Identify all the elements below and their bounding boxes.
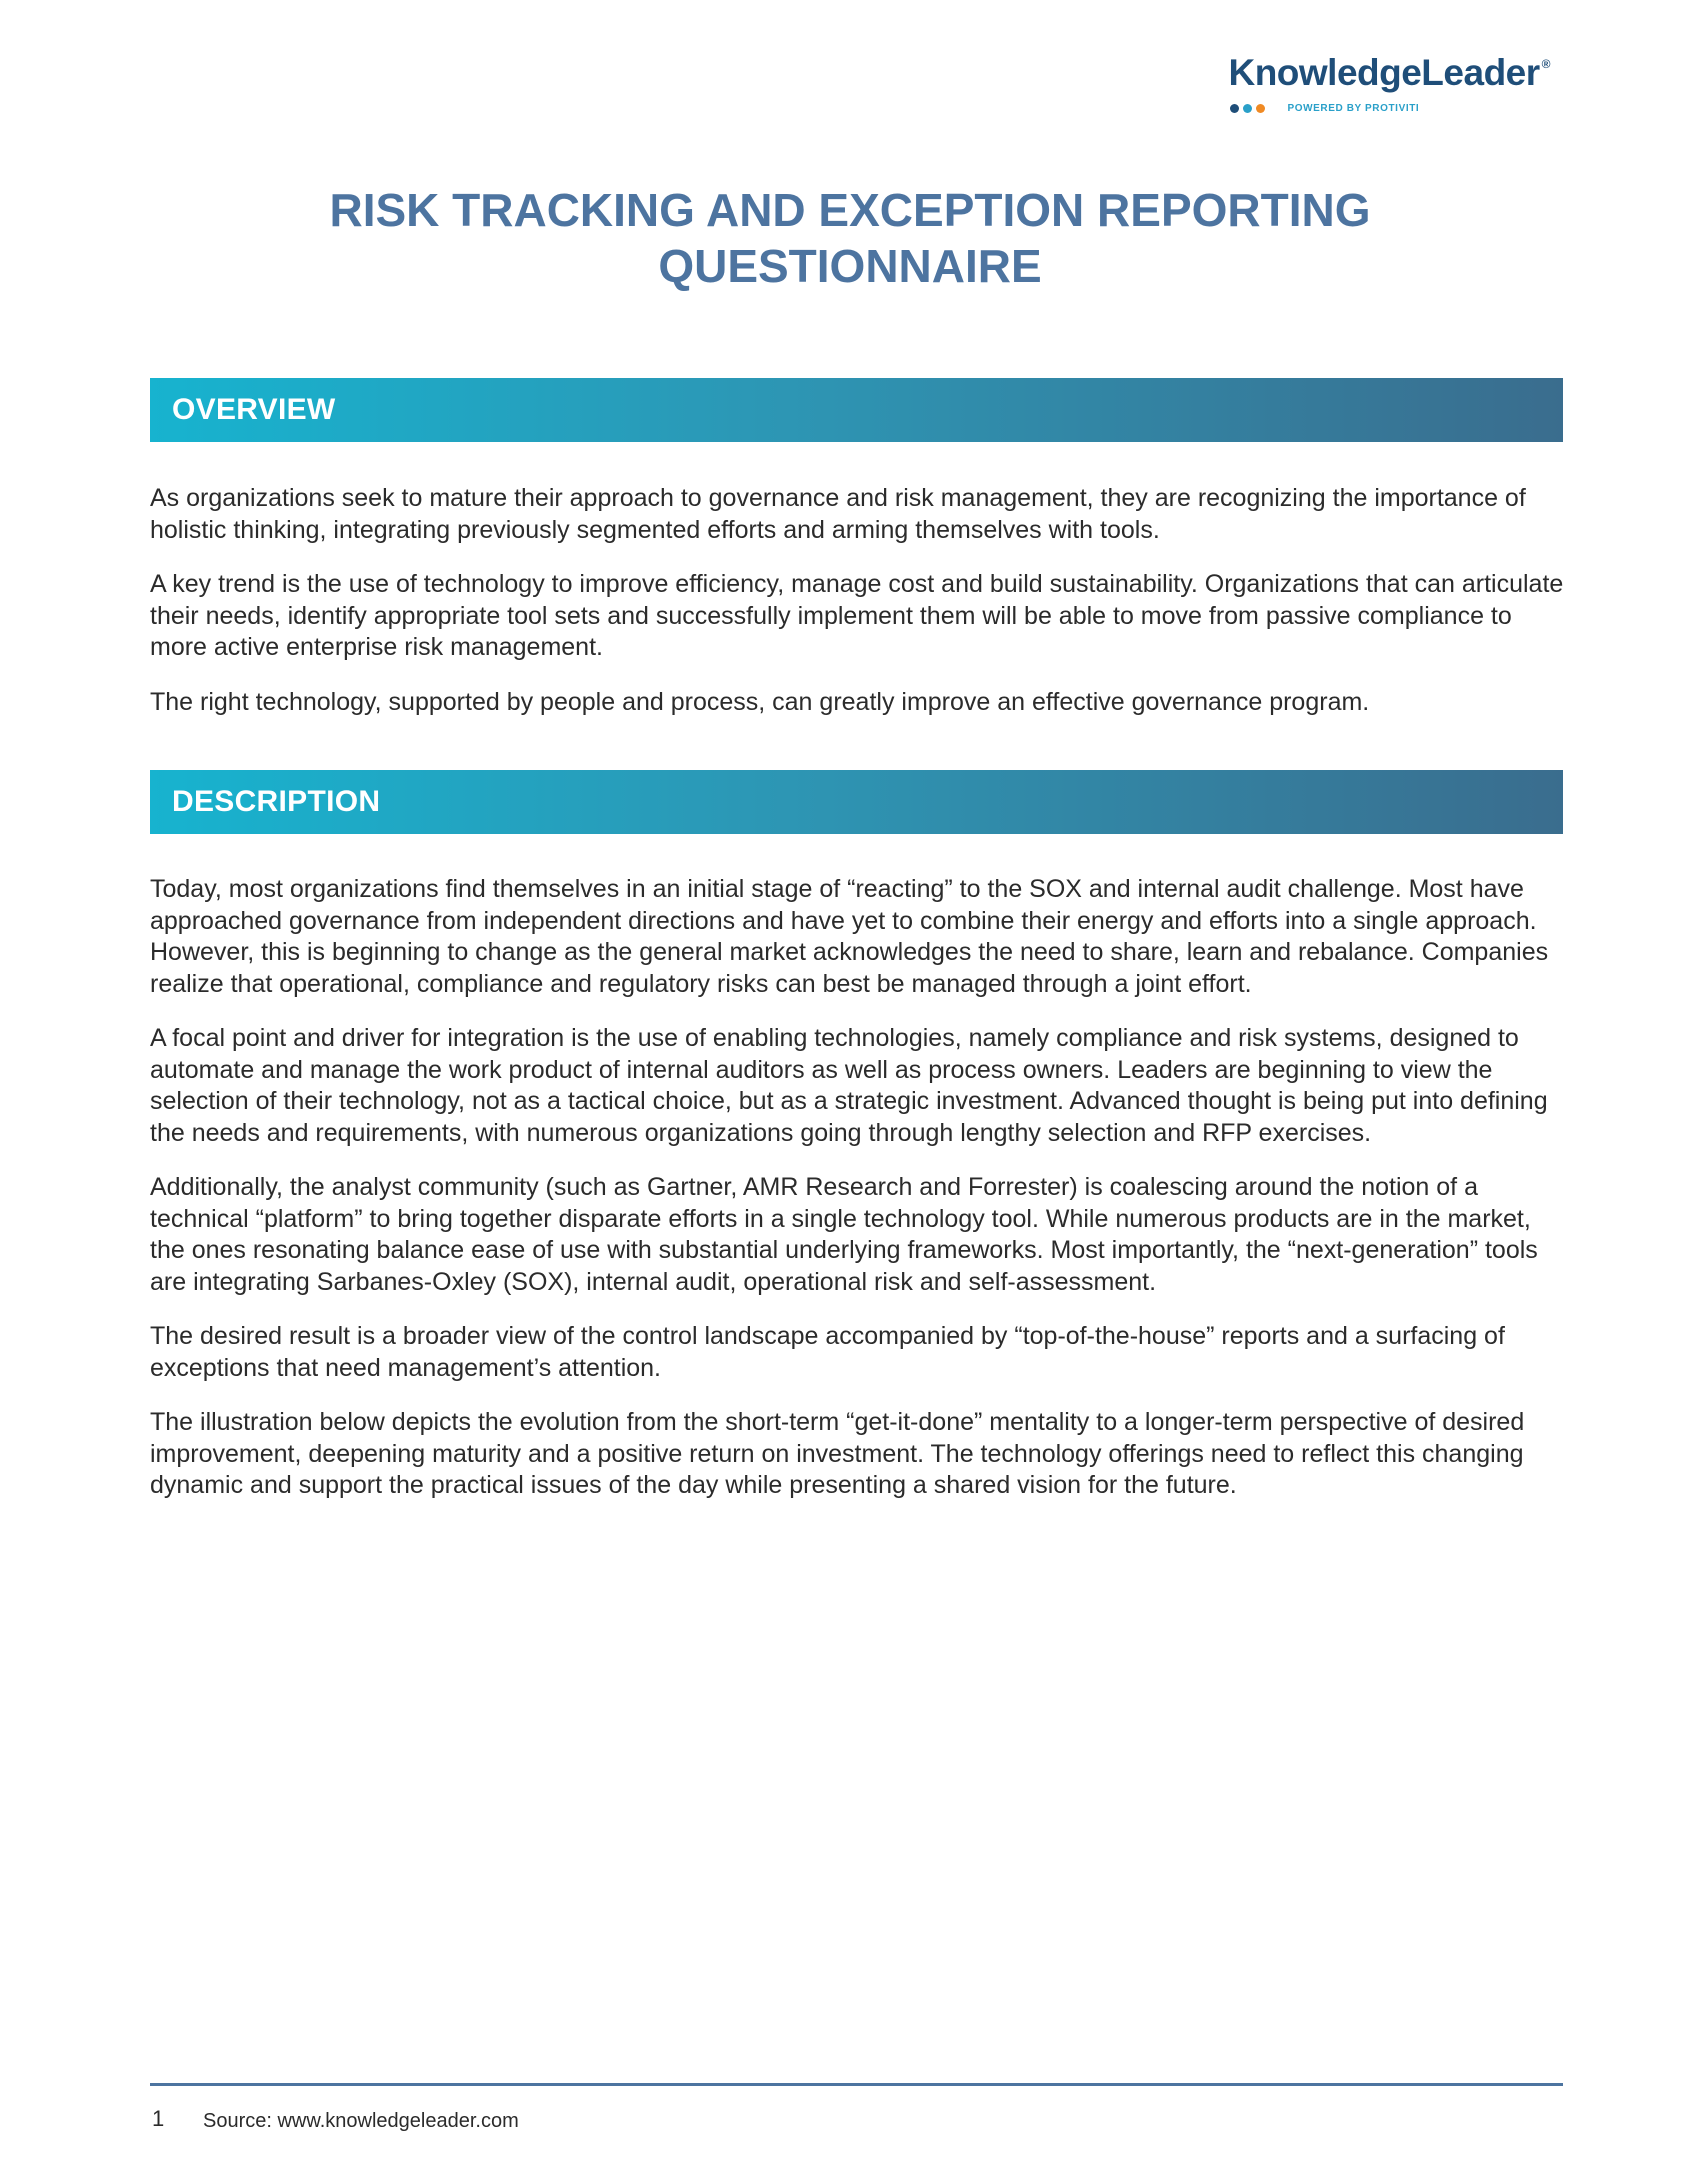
description-paragraph: Additionally, the analyst community (such as Gartner, AMR Research and Forrester) is coalescing around the notion of a technical “platform” to bring together disparate efforts in a single technology tool. While numerous products are in the market, the ones resonating balance ease of use with substantial underlying frameworks. Most importantly, the “next-generation” tools are integrating Sarbanes-Oxley (SOX), internal audit, operational risk and self-assessment. <box>150 1173 1538 1296</box>
logo-dots-icon <box>1230 104 1265 113</box>
overview-body <box>150 483 1568 741</box>
title-line-2: QUESTIONNAIRE <box>658 240 1042 292</box>
page-number: 1 <box>152 2106 165 2131</box>
source-line: Source: www.knowledgeleader.com <box>203 2110 519 2132</box>
overview-heading: OVERVIEW <box>172 393 336 426</box>
knowledgeleader-logo <box>1228 54 1550 114</box>
title-line-1: RISK TRACKING AND EXCEPTION REPORTING <box>329 184 1371 236</box>
logo-subline <box>1228 103 1550 114</box>
logo-tagline: POWERED BY PROTIVITI <box>1287 103 1420 114</box>
description-heading: DESCRIPTION <box>172 785 381 818</box>
description-paragraph: The illustration below depicts the evolution from the short-term “get-it-done” mentality to a longer-term perspective of desired improvement, deepening maturity and a positive return on investment. The technology offerings need to reflect this changing dynamic and support the practical issues of the day while presenting a shared vision for the future. <box>150 1408 1525 1499</box>
logo-dot-orange <box>1256 104 1265 113</box>
description-paragraph: A focal point and driver for integration is the use of enabling technologies, namely compliance and risk systems, designed to automate and manage the work product of internal auditors as well as process owners. Leaders are beginning to view the selection of their technology, not as a tactical choice, but as a strategic investment. Advanced thought is being put into defining the needs and requirements, with numerous organizations going through lengthy selection and RFP exercises. <box>150 1024 1548 1147</box>
description-paragraph: The desired result is a broader view of the control landscape accompanied by “top-of-the-house” reports and a surfacing of exceptions that need management’s attention. <box>150 1322 1505 1382</box>
description-paragraph: Today, most organizations find themselves in an initial stage of “reacting” to the SOX and internal audit challenge. Most have approached governance from independent directions and have yet to combine their energy and efforts into a single approach. However, this is beginning to change as the general market acknowledges the need to share, learn and rebalance. Companies realize that operational, compliance and regulatory risks can best be managed through a joint effort. <box>150 875 1549 998</box>
logo-dot-navy <box>1230 104 1239 113</box>
overview-paragraph: The right technology, supported by people and process, can greatly improve an effective governance program. <box>150 687 1370 716</box>
registered-mark: ® <box>1541 57 1550 71</box>
overview-paragraph: A key trend is the use of technology to improve efficiency, manage cost and build sustainability. Organizations that can articulate their needs, identify appropriate tool sets and successfully implement them will be able to move from passive compliance to more active enterprise risk management. <box>150 570 1564 661</box>
logo-wordmark: KnowledgeLeader ® <box>1228 52 1550 93</box>
description-body <box>150 874 1568 1525</box>
overview-section-header <box>150 378 1563 442</box>
description-section-header <box>150 770 1563 834</box>
logo-dot-blue <box>1243 104 1252 113</box>
overview-paragraph: As organizations seek to mature their approach to governance and risk management, they are recognizing the importance of holistic thinking, integrating previously segmented efforts and arming themselves with tools. <box>150 484 1526 544</box>
footer-divider <box>150 2083 1563 2086</box>
document-title <box>150 182 1550 294</box>
